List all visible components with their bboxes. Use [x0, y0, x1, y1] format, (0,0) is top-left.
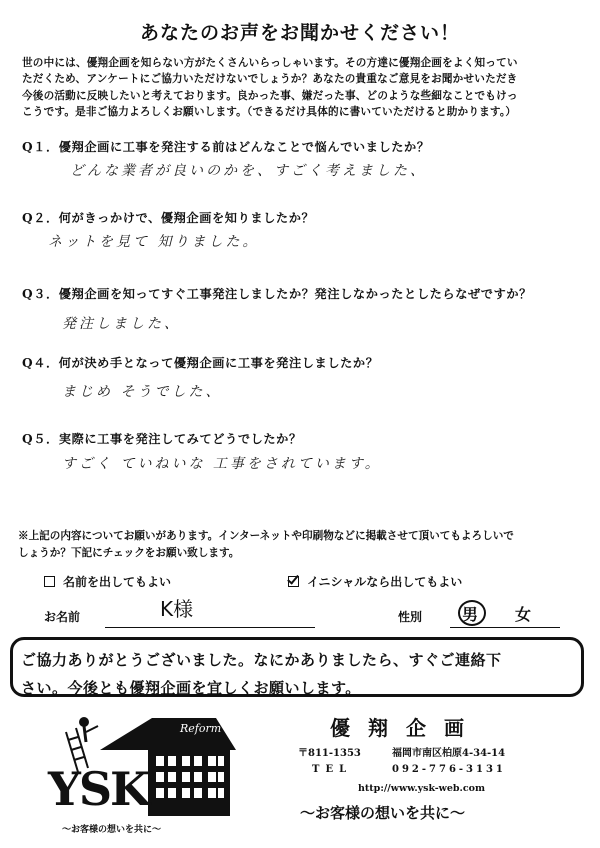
logo-ysk-text: YSK	[48, 762, 149, 816]
intro-line: 世の中には、優翔企画を知らない方がたくさんいらっしゃいます。その方達に優翔企画をよく知ってい	[22, 57, 518, 69]
name-value: K様	[160, 597, 194, 621]
company-logo	[40, 712, 240, 836]
intro-line: こうです。是非ご協力よろしくお願いします。（できるだけ具体的に書いていただけると助かります。）	[22, 106, 517, 119]
thanks-line: さい。今後とも優翔企画を宜しくお願いします。	[21, 679, 361, 697]
consent-option-initials[interactable]	[288, 573, 462, 590]
intro-paragraph	[22, 55, 582, 121]
gender-male: 男	[462, 602, 478, 625]
logo-slogan: ～お客様の想いを共に～	[62, 825, 162, 835]
answer-1: どんな業者が良いのかを、すごく考えました、	[70, 163, 427, 179]
thanks-box	[10, 637, 584, 697]
question-3: Q３．優翔企画を知ってすぐ工事発注しましたか？発注しなかったとしたらなぜですか？	[22, 287, 532, 301]
tel-label: TEL	[312, 764, 353, 775]
company-name: 優翔企画	[330, 716, 482, 740]
name-checkbox[interactable]	[44, 576, 55, 587]
gender-selected-circle	[458, 600, 486, 626]
thanks-line: ご協力ありがとうございました。なにかありましたら、すぐご連絡下	[21, 651, 502, 669]
consent-note-line: ※上記の内容についてお願いがあります。インターネットや印刷物などに掲載させて頂いてもよろしいで	[18, 530, 514, 542]
consent-note-line: しょうか？下記にチェックをお願い致します。	[18, 547, 240, 559]
question-1: Q１．優翔企画に工事を発注する前はどんなことで悩んでいましたか？	[22, 140, 430, 154]
company-address: 福岡市南区柏原4-34-14	[392, 748, 506, 759]
logo-reform-text: Reform	[180, 722, 222, 735]
intro-line: 今後の活動に反映したいと考えております。良かった事、嫌だった事、どのような些細なことでもけっ	[22, 89, 518, 102]
option-initials-label: イニシャルなら出してもよい	[307, 575, 463, 589]
company-url[interactable]: http://www.ysk-web.com	[358, 783, 486, 794]
company-postal: 〒811-1353	[298, 748, 361, 759]
question-2: Q２．何がきっかけで、優翔企画を知りましたか？	[22, 211, 315, 225]
initials-checkbox[interactable]	[288, 576, 299, 587]
intro-line: ただくため、アンケートにご協力いただけないでしょうか？あなたの貴重なご意見をお聞かせいただき	[22, 73, 518, 86]
gender-female: 女	[515, 605, 532, 624]
question-5: Q５．実際に工事を発注してみてどうでしたか？	[22, 432, 302, 446]
answer-3: 発注しました、	[62, 316, 181, 332]
gender-label: 性別	[398, 610, 423, 624]
consent-option-name[interactable]	[44, 573, 171, 590]
consent-note	[18, 528, 583, 562]
answer-4: まじめ そうでした、	[62, 384, 223, 400]
option-name-label: 名前を出してもよい	[63, 575, 172, 589]
name-label: お名前	[44, 610, 81, 624]
company-slogan: ～お客様の想いを共に～	[300, 804, 466, 822]
gender-underline	[450, 627, 560, 628]
answer-2: ネットを見て 知りました。	[48, 234, 260, 250]
name-underline	[105, 627, 315, 628]
page-title: あなたのお声をお聞かせください！	[139, 22, 460, 44]
question-4: Q４．何が決め手となって優翔企画に工事を発注しましたか？	[22, 356, 379, 370]
answer-5: すごく ていねいな 工事をされています。	[62, 456, 382, 472]
company-tel: 092-776-3131	[392, 764, 506, 775]
